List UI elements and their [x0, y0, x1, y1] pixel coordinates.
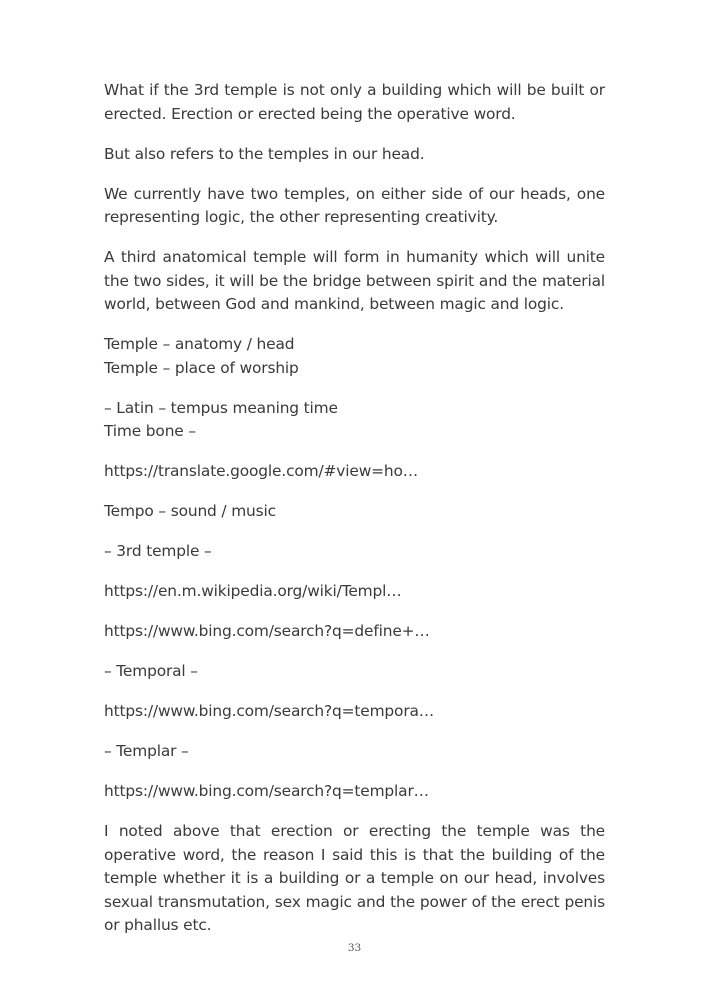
link-wikipedia-temple[interactable]: https://en.m.wikipedia.org/wiki/Templ…: [104, 582, 402, 600]
paragraph-anatomical-temple: A third anatomical temple will form in humanity which will unite the two sides, it will be the bridge between spirit and the material world, between God and mankind, between magic and logic.: [104, 248, 605, 313]
link-google-translate[interactable]: https://translate.google.com/#view=ho…: [104, 462, 418, 480]
temple-anatomy-line: Temple – anatomy / head: [104, 335, 295, 353]
paragraph-temples-in-head: But also refers to the temples in our head.: [104, 144, 425, 163]
paragraph-erection-operative: I noted above that erection or erecting the temple was the operative word, the reason I said this is that the building of the temple whether it is a building or a temple on our head, involves sexual transmutation, sex magic and the power of the erect penis or phallus etc.: [104, 822, 605, 934]
page-body: [104, 79, 605, 954]
heading-3rd-temple: – 3rd temple –: [104, 542, 212, 560]
latin-tempus-line: – Latin – tempus meaning time: [104, 398, 338, 417]
paragraph-temple-definitions: [104, 333, 605, 380]
paragraph-tempo: Tempo – sound / music: [104, 502, 276, 520]
temple-worship-line: Temple – place of worship: [104, 358, 299, 377]
paragraph-third-temple: What if the 3rd temple is not only a building which will be built or erected. Erection or erected being the operative word.: [104, 81, 605, 123]
page-number: 33: [347, 942, 362, 954]
paragraph-latin-tempus: [104, 397, 605, 444]
heading-templar: – Templar –: [104, 742, 189, 760]
paragraph-two-temples: We currently have two temples, on either side of our heads, one representing logic, the other representing creativity.: [104, 184, 605, 226]
link-bing-templar[interactable]: https://www.bing.com/search?q=templar…: [104, 782, 429, 800]
heading-temporal: – Temporal –: [104, 662, 198, 680]
time-bone-line: Time bone –: [104, 422, 196, 440]
link-bing-define[interactable]: https://www.bing.com/search?q=define+…: [104, 622, 430, 640]
link-bing-temporal[interactable]: https://www.bing.com/search?q=tempora…: [104, 702, 435, 720]
